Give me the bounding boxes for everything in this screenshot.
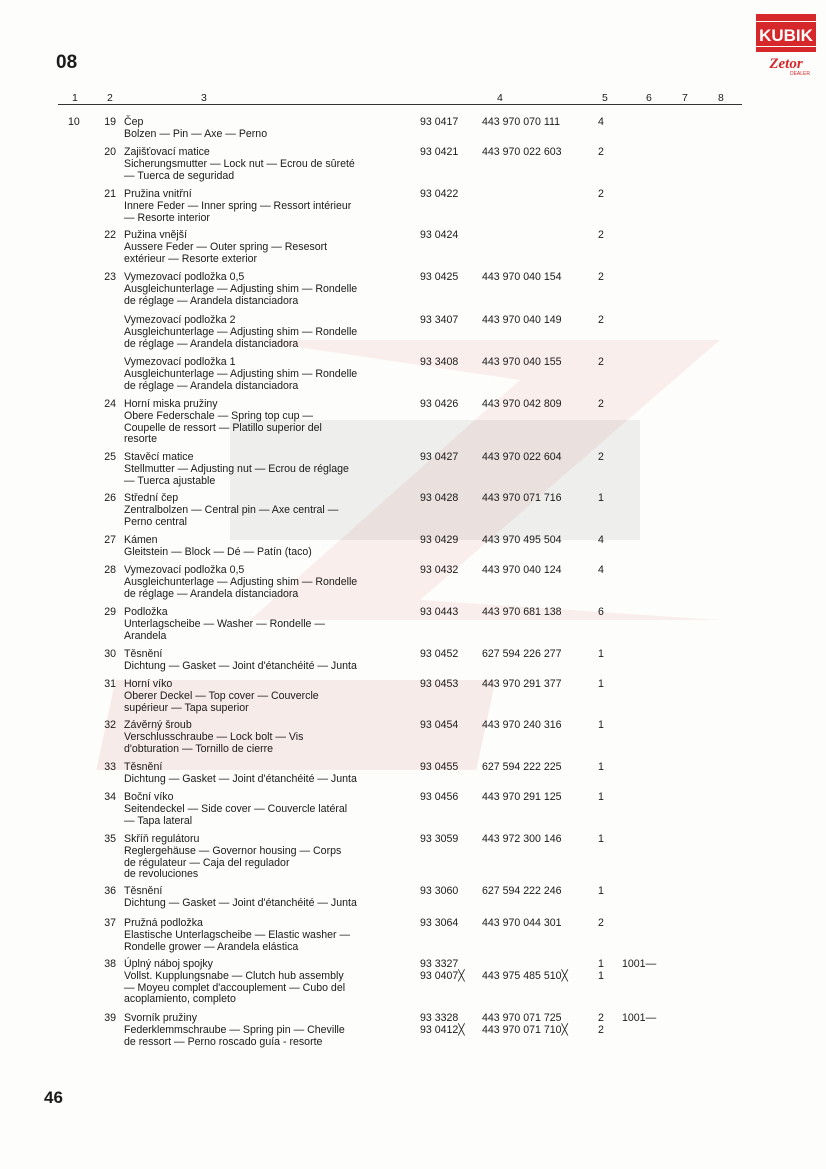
quantity-line: 2 [598,398,604,410]
part-number-line: 627 594 226 277 [482,648,562,660]
part-number-line: 443 970 495 504 [482,534,562,546]
position-number: 31 [104,678,116,690]
drawing-number [420,117,480,129]
quantity-line: 2 [598,188,604,200]
position-number: 34 [104,791,116,803]
part-name-cz: Kámen [124,534,158,546]
drawing-number-line: 93 3327 [420,958,459,970]
drawing-number [420,230,480,242]
drawing-number [420,272,480,284]
quantity [598,315,614,327]
position-number: 25 [104,451,116,463]
part-name-translation: Perno central [124,515,188,528]
part-number-line: 443 970 042 809 [482,398,562,410]
position-number: 29 [104,606,116,618]
part-name-translation: Zentralbolzen — Central pin — Axe central — [124,503,339,516]
part-name-translation: supérieur — Tapa superior [124,701,249,714]
part-name-cz: Podložka [124,606,168,618]
quantity [598,357,614,369]
quantity [598,649,614,661]
quantity-line: 2 [598,271,604,283]
part-name-translation: Dichtung — Gasket — Joint d'étanchéité — Junta [124,659,357,672]
part-number [482,918,592,930]
position-number: 22 [104,229,116,241]
part-name-translation: acoplamiento, completo [124,993,236,1006]
position-number: 20 [104,146,116,158]
quantity-line: 2 [598,146,604,158]
drawing-number [420,607,480,619]
drawing-number [420,357,480,369]
quantity [598,886,614,898]
group-number: 10 [68,116,80,128]
part-name-translation: Ausgleichunterlage — Adjusting shim — Rondelle [124,367,358,380]
part-name-translation: de réglage — Arandela distanciadora [124,379,299,392]
part-name-translation: Obere Federschale — Spring top cup — [124,409,314,422]
drawing-number-line: 93 0417 [420,116,459,128]
part-number [482,189,592,201]
position-number: 38 [104,958,116,970]
drawing-number [420,315,480,327]
part-number [482,147,592,159]
quantity-line: 6 [598,606,604,618]
position-number: 24 [104,398,116,410]
col-header: 8 [718,92,724,104]
col-header: 6 [646,92,652,104]
part-number-line: 443 972 300 146 [482,833,562,845]
part-name-translation: Sicherungsmutter — Lock nut — Ecrou de sûreté [124,157,355,170]
drawing-number [420,147,480,159]
part-name-translation: Ausgleichunterlage — Adjusting shim — Rondelle [124,325,358,338]
quantity [598,918,614,930]
quantity [598,147,614,159]
quantity-line: 2 [598,356,604,368]
col-header: 7 [682,92,688,104]
part-number-line: 627 594 222 225 [482,761,562,773]
part-number [482,315,592,327]
part-description [124,272,414,307]
quantity-line: 4 [598,534,604,546]
part-name-translation: Rondelle grower — Arandela elástica [124,940,299,953]
header-rule [58,104,742,105]
quantity [598,493,614,505]
quantity [598,535,614,547]
part-name-translation: de régulateur — Caja del regulador [124,856,290,869]
drawing-number [420,959,480,983]
part-number [482,493,592,505]
drawing-number [420,189,480,201]
part-description [124,493,414,528]
quantity-line: 1 [598,678,604,690]
part-name-translation: de revoluciones [124,868,199,881]
part-name-translation: de réglage — Arandela distanciadora [124,337,299,350]
quantity [598,1013,614,1037]
part-number-line: 443 970 022 604 [482,451,562,463]
col-header: 3 [201,92,207,104]
part-description [124,357,414,392]
drawing-number [420,762,480,774]
part-name-translation: Verschlusschraube — Lock bolt — Vis [124,730,304,743]
quantity-line: 2 [598,229,604,241]
part-description [124,886,414,910]
part-description [124,959,414,1006]
drawing-number-line: 93 0426 [420,398,459,410]
drawing-number-line: 93 3060 [420,885,459,897]
drawing-number [420,493,480,505]
part-number [482,649,592,661]
part-number-line: 443 970 022 603 [482,146,562,158]
part-description [124,147,414,182]
part-number [482,535,592,547]
drawing-number-line: 93 0422 [420,188,459,200]
quantity [598,720,614,732]
kubik-zetor-logo [756,14,816,76]
drawing-number-line: 93 0421 [420,146,459,158]
part-name-translation: Gleitstein — Block — Dé — Patín (taco) [124,545,312,558]
part-description [124,452,414,487]
drawing-number [420,535,480,547]
part-number [482,792,592,804]
quantity [598,959,614,983]
part-number-line: 443 975 485 510╳ [482,969,568,982]
part-name-translation: — Tapa lateral [124,814,193,827]
quantity [598,189,614,201]
part-number [482,117,592,129]
drawing-number [420,886,480,898]
part-description [124,535,414,559]
part-number [482,762,592,774]
part-number-line: 443 970 681 138 [482,606,562,618]
drawing-number [420,720,480,732]
part-description [124,720,414,755]
part-description [124,315,414,350]
part-name-translation: Ausgleichunterlage — Adjusting shim — Rondelle [124,282,358,295]
drawing-number-line: 93 3328 [420,1012,459,1024]
quantity [598,834,614,846]
part-name-cz: Vymezovací podložka 0,5 [124,271,245,283]
part-description [124,834,414,881]
part-number [482,886,592,898]
part-number [482,679,592,691]
quantity-line: 2 [598,1023,604,1036]
drawing-number [420,565,480,577]
part-description [124,399,414,446]
part-name-translation: Elastische Unterlagscheibe — Elastic washer — [124,928,351,941]
part-name-cz: Čep [124,116,144,128]
quantity [598,762,614,774]
drawing-number [420,792,480,804]
part-name-translation: — Moyeu complet d'accouplement — Cubo del [124,981,346,994]
part-number-line: 443 970 040 155 [482,356,562,368]
part-name-translation: Ausgleichunterlage — Adjusting shim — Rondelle [124,575,358,588]
part-number [482,1013,592,1037]
part-description [124,649,414,673]
drawing-number-line: 93 0455 [420,761,459,773]
part-description [124,679,414,714]
part-name-cz: Těsnění [124,761,163,773]
position-number: 36 [104,885,116,897]
part-name-translation: Reglergehäuse — Governor housing — Corps [124,844,342,857]
drawing-number-line: 93 0424 [420,229,459,241]
quantity-line: 2 [598,451,604,463]
part-description [124,189,414,224]
drawing-number [420,649,480,661]
part-number [482,720,592,732]
part-name-cz: Pružná podložka [124,917,203,929]
part-name-translation: de ressort — Perno roscado guía - resorte [124,1035,323,1048]
drawing-number-line: 93 3408 [420,356,459,368]
quantity-line: 1 [598,761,604,773]
part-number-line: 627 594 222 246 [482,885,562,897]
page-number: 46 [44,1088,63,1107]
part-description [124,565,414,600]
part-number-line: 443 970 240 316 [482,719,562,731]
drawing-number-line: 93 0456 [420,791,459,803]
part-number-line: 443 970 291 125 [482,791,562,803]
part-number [482,959,592,983]
part-description [124,762,414,786]
part-name-cz: Vymezovací podložka 2 [124,314,236,326]
part-name-translation: de réglage — Arandela distanciadora [124,587,299,600]
serial-from: 1001— [622,1012,657,1024]
part-number-line: 443 970 040 154 [482,271,562,283]
part-name-translation: Dichtung — Gasket — Joint d'étanchéité — Junta [124,772,357,785]
part-number-line: 443 970 070 111 [482,116,560,128]
part-number [482,272,592,284]
part-number-line: 443 970 071 710╳ [482,1023,568,1036]
quantity-line: 1 [598,833,604,845]
position-number: 19 [104,116,116,128]
part-number-line: 443 970 040 149 [482,314,562,326]
part-name-translation: Seitendeckel — Side cover — Couvercle latéral [124,802,348,815]
part-number-line: 443 970 044 301 [482,917,562,929]
quantity-line: 1 [598,885,604,897]
part-number [482,357,592,369]
part-name-translation: extérieur — Resorte exterior [124,252,258,265]
part-name-cz: Horní miska pružiny [124,398,218,410]
quantity [598,452,614,464]
drawing-number [420,399,480,411]
position-number: 39 [104,1012,116,1024]
drawing-number-line: 93 0453 [420,678,459,690]
part-name-cz: Horní víko [124,678,173,690]
quantity-line: 1 [598,791,604,803]
position-number: 35 [104,833,116,845]
quantity [598,565,614,577]
part-name-translation: Dichtung — Gasket — Joint d'étanchéité — Junta [124,896,357,909]
part-name-cz: Pužina vnější [124,229,188,241]
drawing-number-line: 93 3064 [420,917,459,929]
position-number: 37 [104,917,116,929]
quantity-line: 4 [598,116,604,128]
part-description [124,918,414,953]
part-name-translation: — Tuerca ajustable [124,474,216,487]
part-name-translation: Vollst. Kupplungsnabe — Clutch hub assembly [124,969,344,982]
drawing-number-line: 93 0412╳ [420,1023,465,1036]
col-header: 1 [72,92,78,104]
part-name-translation: Stellmutter — Adjusting nut — Ecrou de réglage [124,462,349,475]
position-number: 33 [104,761,116,773]
drawing-number-line: 93 0452 [420,648,459,660]
position-number: 32 [104,719,116,731]
part-name-translation: Aussere Feder — Outer spring — Resesort [124,240,328,253]
drawing-number-line: 93 0454 [420,719,459,731]
quantity [598,399,614,411]
part-name-cz: Pružina vnitřní [124,188,192,200]
part-name-cz: Skříň regulátoru [124,833,200,845]
drawing-number-line: 93 0429 [420,534,459,546]
part-name-cz: Stavěcí matice [124,451,194,463]
part-name-cz: Závěrný šroub [124,719,192,731]
part-name-cz: Těsnění [124,885,163,897]
quantity-line: 2 [598,314,604,326]
part-number [482,230,592,242]
part-name-cz: Zajišťovací matice [124,146,210,158]
part-name-translation: Oberer Deckel — Top cover — Couvercle [124,689,319,702]
part-name-cz: Svorník pružiny [124,1012,198,1024]
quantity-line: 1 [598,719,604,731]
part-name-translation: d'obturation — Tornillo de cierre [124,742,274,755]
quantity-line: 1 [598,492,604,504]
part-name-translation: Innere Feder — Inner spring — Ressort intérieur [124,199,352,212]
drawing-number-line: 93 0427 [420,451,459,463]
part-number-line [482,230,592,242]
part-name-translation: Unterlagscheibe — Washer — Rondelle — [124,617,325,630]
part-description [124,792,414,827]
quantity [598,272,614,284]
position-number: 27 [104,534,116,546]
drawing-number [420,918,480,930]
quantity-line: 1 [598,969,604,982]
quantity [598,117,614,129]
drawing-number-line: 93 0425 [420,271,459,283]
position-number: 30 [104,648,116,660]
part-description [124,1013,414,1048]
quantity-line: 1 [598,648,604,660]
part-name-translation: — Resorte interior [124,211,210,224]
quantity [598,792,614,804]
part-number-line: 443 970 071 716 [482,492,562,504]
part-number-line: 443 970 291 377 [482,678,562,690]
quantity [598,679,614,691]
part-name-cz: Těsnění [124,648,163,660]
col-header: 5 [602,92,608,104]
part-number [482,565,592,577]
part-name-translation: — Tuerca de seguridad [124,169,235,182]
part-name-translation: de réglage — Arandela distanciadora [124,294,299,307]
part-number-line: 443 970 040 124 [482,564,562,576]
section-number: 08 [56,52,78,73]
part-description [124,117,414,141]
drawing-number-line: 93 0407╳ [420,969,465,982]
part-number [482,452,592,464]
drawing-number-line: 93 3059 [420,833,459,845]
part-name-cz: Vymezovací podložka 1 [124,356,236,368]
quantity-line: 4 [598,564,604,576]
col-header: 4 [497,92,503,104]
part-number [482,834,592,846]
part-name-translation: Federklemmschraube — Spring pin — Cheville [124,1023,345,1036]
part-name-cz: Úplný náboj spojky [124,958,213,970]
position-number: 28 [104,564,116,576]
drawing-number-line: 93 0432 [420,564,459,576]
position-number: 23 [104,271,116,283]
logo-tag: DEALER [789,71,811,76]
drawing-number [420,834,480,846]
quantity-line: 2 [598,917,604,929]
part-description [124,230,414,265]
part-number-line: 443 970 071 725 [482,1012,562,1024]
drawing-number [420,1013,480,1037]
part-name-translation: Bolzen — Pin — Axe — Perno [124,127,268,140]
position-number: 21 [104,188,116,200]
part-name-cz: Střední čep [124,492,179,504]
drawing-number-line: 93 0443 [420,606,459,618]
quantity-line: 2 [598,1012,604,1024]
logo-brand: KUBIK [759,26,813,45]
part-number [482,607,592,619]
part-name-cz: Boční víko [124,791,174,803]
quantity-line: 1 [598,958,604,970]
drawing-number-line: 93 3407 [420,314,459,326]
quantity [598,230,614,242]
quantity [598,607,614,619]
serial-from: 1001— [622,958,657,970]
part-number [482,399,592,411]
drawing-number-line: 93 0428 [420,492,459,504]
position-number: 26 [104,492,116,504]
part-name-cz: Vymezovací podložka 0,5 [124,564,245,576]
logo-sub: Zetor [769,56,803,72]
part-name-translation: resorte [124,433,157,446]
part-name-translation: Coupelle de ressort — Platillo superior del [124,421,322,434]
part-name-translation: Arandela [124,629,167,642]
col-header: 2 [107,92,113,104]
drawing-number [420,452,480,464]
part-description [124,607,414,642]
part-number-line [482,189,592,201]
drawing-number [420,679,480,691]
